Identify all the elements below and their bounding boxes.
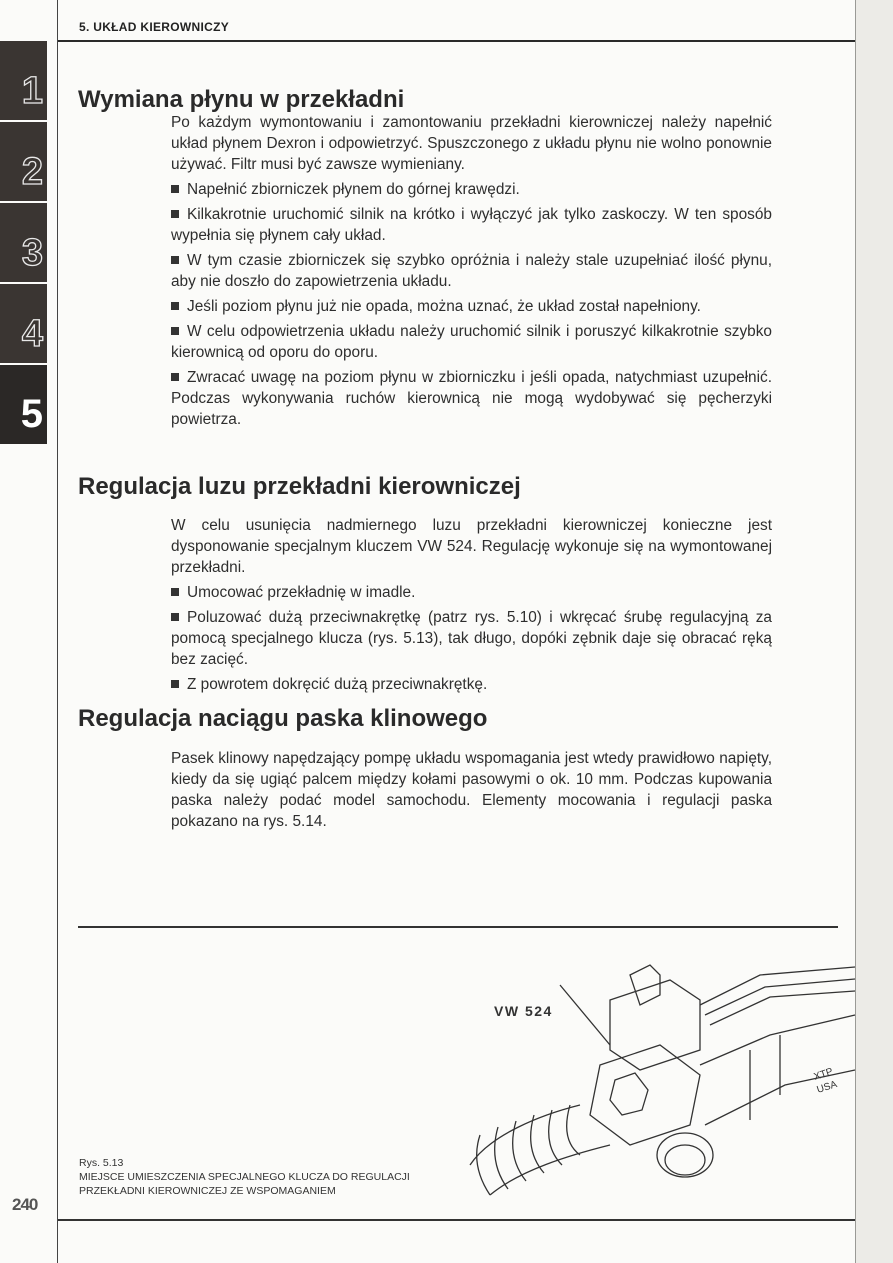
part-marking: USA <box>815 1079 839 1096</box>
chapter-tab-2[interactable] <box>0 122 47 201</box>
figure-caption <box>79 1156 410 1198</box>
bullet-item: Poluzować dużą przeciwnakrętkę (patrz rys. 5.10) i wkręcać śrubę regulacyjną za pomocą specjalnego klucza (rys. 5.13), tak długo, dopóki zębnik daje się obracać ręką bez zacięć. <box>171 609 772 668</box>
section-body <box>171 748 772 836</box>
footer-rule <box>58 1219 855 1221</box>
figure-number: Rys. 5.13 <box>79 1157 124 1169</box>
section-title: Regulacja luzu przekładni kierowniczej <box>78 473 521 500</box>
bullet-item: Napełnić zbiorniczek płynem do górnej krawędzi. <box>171 179 772 200</box>
intro-paragraph: W celu usunięcia nadmiernego luzu przekładni kierowniczej konieczne jest dysponowanie specjalnym kluczem VW 524. Regulację wykonuje się na wymontowanej przekładni. <box>171 517 772 576</box>
chapter-tab-4[interactable] <box>0 284 47 363</box>
bullet-icon <box>171 327 179 335</box>
bullet-item: Kilkakrotnie uruchomić silnik na krótko i wyłączyć jak tylko zaskoczy. W ten sposób wypełnia się płynem cały układ. <box>171 206 772 244</box>
bullet-item: Zwracać uwagę na poziom płynu w zbiorniczku i jeśli opada, natychmiast uzupełnić. Podczas wykonywania ruchów kierownicą nie mogą wydobywać się pęcherzyki powietrza. <box>171 369 772 428</box>
tab-label: 4 <box>21 313 43 355</box>
bullet-icon <box>171 256 179 264</box>
header-rule <box>58 40 855 42</box>
steering-gear-illustration <box>460 955 860 1215</box>
bullet-icon <box>171 185 179 193</box>
section-title: Regulacja naciągu paska klinowego <box>78 705 488 732</box>
part-marking: XTP <box>812 1066 835 1083</box>
tab-label: 5 <box>20 392 43 436</box>
chapter-tab-3[interactable] <box>0 203 47 282</box>
margin-rule <box>57 0 58 1263</box>
figure-rule <box>78 926 838 928</box>
tab-label: 2 <box>21 151 43 193</box>
leader-line <box>560 985 610 1045</box>
bullet-item: Jeśli poziom płynu już nie opada, można uznać, że układ został napełniony. <box>171 296 772 317</box>
section-title: Wymiana płynu w przekładni <box>78 86 405 113</box>
chapter-tabs <box>0 41 47 446</box>
bullet-icon <box>171 613 179 621</box>
bullet-icon <box>171 302 179 310</box>
caption-line: MIEJSCE UMIESZCZENIA SPECJALNEGO KLUCZA DO REGULACJI <box>79 1171 410 1183</box>
chapter-tab-5-active[interactable] <box>0 365 47 444</box>
bullet-icon <box>171 680 179 688</box>
section-body <box>171 515 772 699</box>
page-number: 240 <box>12 1195 38 1214</box>
bullet-item: Umocować przekładnię w imadle. <box>171 582 772 603</box>
chapter-header: 5. UKŁAD KIEROWNICZY <box>79 20 229 34</box>
bullet-icon <box>171 588 179 596</box>
chapter-tab-1[interactable] <box>0 41 47 120</box>
rack-housing <box>700 967 855 1125</box>
intro-paragraph: Pasek klinowy napędzający pompę układu wspomagania jest wtedy prawidłowo napięty, kiedy da się ugiąć palcem między kołami pasowymi o ok. 10 mm. Podczas kupowania paska należy podać model samochodu. Elementy mocowania i regulacji paska pokazano na rys. 5.14. <box>171 750 772 830</box>
section-body <box>171 112 772 434</box>
caption-line: PRZEKŁADNI KIEROWNICZEJ ZE WSPOMAGANIEM <box>79 1185 336 1197</box>
bullet-item: W celu odpowietrzenia układu należy uruchomić silnik i poruszyć kilkakrotnie szybko kierownicą od oporu do oporu. <box>171 323 772 361</box>
tool-label: VW 524 <box>494 1003 553 1019</box>
bullet-icon <box>171 373 179 381</box>
bullet-item: W tym czasie zbiorniczek się szybko opróżnia i należy stale uzupełniać ilość płynu, aby nie doszło do zapowietrzenia układu. <box>171 252 772 290</box>
rubber-boot <box>470 1105 610 1195</box>
bullet-icon <box>171 210 179 218</box>
tab-label: 3 <box>21 232 43 274</box>
intro-paragraph: Po każdym wymontowaniu i zamontowaniu przekładni kierowniczej należy napełnić układ płynem Dexron i odpowietrzyć. Spuszczonego z układu płynu nie wolno ponownie używać. Filtr musi być zawsze wymieniany. <box>171 114 772 173</box>
tab-label: 1 <box>21 70 43 112</box>
bullet-item: Z powrotem dokręcić dużą przeciwnakrętkę. <box>171 674 772 695</box>
page-edge <box>855 0 893 1263</box>
